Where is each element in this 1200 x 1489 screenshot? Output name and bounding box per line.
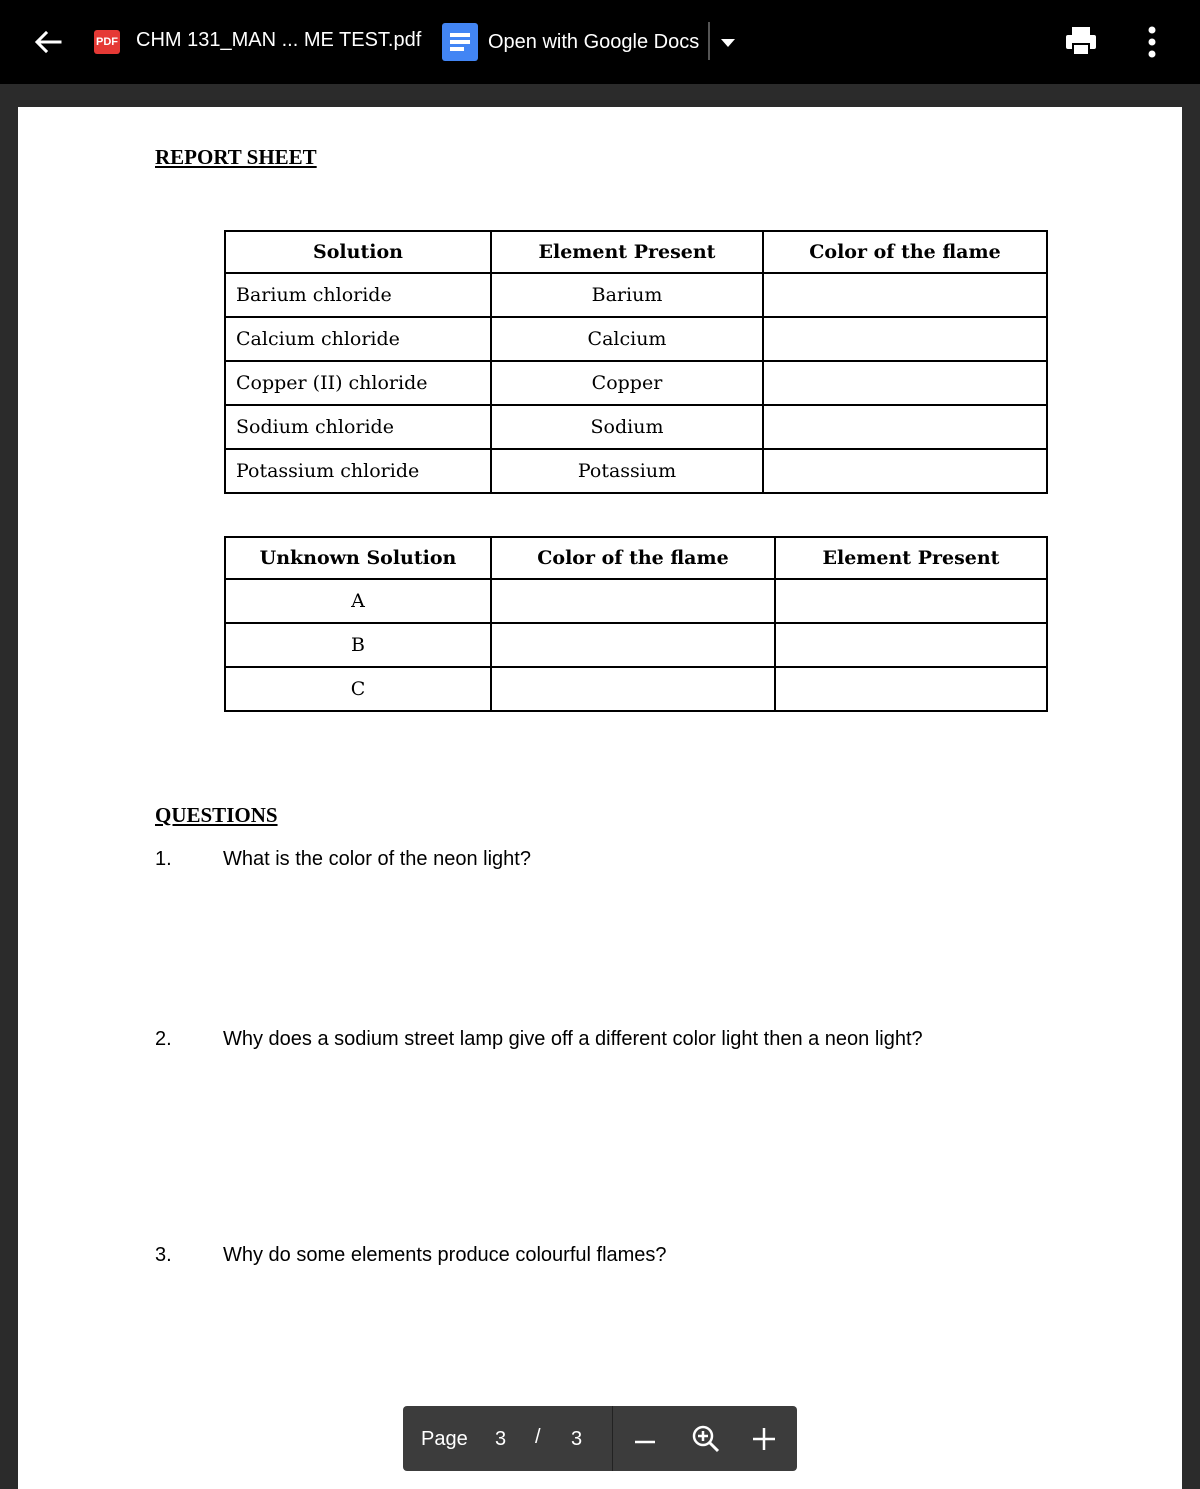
unknown-solutions-table (224, 536, 1048, 712)
file-title: CHM 131_MAN ... ME TEST.pdf (136, 29, 422, 51)
question-number: 2. (155, 1028, 172, 1050)
solution-cell: Barium chloride (225, 273, 491, 317)
table-row (225, 361, 1047, 405)
table-row (225, 667, 1047, 711)
toolbar-divider (708, 22, 710, 60)
open-with-google-docs-button[interactable] (442, 22, 699, 62)
column-header: Unknown Solution (225, 537, 491, 579)
pdf-page (18, 107, 1182, 1489)
element-cell: Calcium (491, 317, 763, 361)
flame-color-cell (491, 579, 775, 623)
column-header: Element Present (775, 537, 1047, 579)
table-row (225, 317, 1047, 361)
flame-color-cell (763, 273, 1047, 317)
flame-color-cell (763, 449, 1047, 493)
page-label: Page (421, 1428, 468, 1450)
zoom-out-icon[interactable] (633, 1428, 657, 1452)
current-page-number[interactable]: 3 (495, 1428, 507, 1450)
solution-cell: Potassium chloride (225, 449, 491, 493)
top-toolbar (0, 0, 1200, 84)
unknown-solution-cell: C (225, 667, 491, 711)
table-row (225, 273, 1047, 317)
known-solutions-table (224, 230, 1048, 494)
flame-color-cell (491, 667, 775, 711)
table-header-row (225, 231, 1047, 273)
chevron-down-icon[interactable] (717, 32, 739, 52)
element-cell: Copper (491, 361, 763, 405)
table-row (225, 405, 1047, 449)
open-with-label: Open with Google Docs (488, 30, 700, 53)
solution-cell: Copper (II) chloride (225, 361, 491, 405)
report-sheet-heading: REPORT SHEET (155, 145, 317, 169)
element-cell: Sodium (491, 405, 763, 449)
unknown-solution-cell: B (225, 623, 491, 667)
more-vert-icon[interactable] (1142, 24, 1162, 60)
table-row (225, 623, 1047, 667)
total-pages: 3 (571, 1428, 583, 1450)
google-docs-icon (442, 23, 478, 61)
flame-color-cell (763, 361, 1047, 405)
question-text: What is the color of the neon light? (223, 848, 531, 870)
page-navigation-bar (403, 1406, 797, 1471)
help-icon[interactable] (33, 1424, 67, 1458)
flame-color-cell (763, 405, 1047, 449)
flame-color-cell (491, 623, 775, 667)
unknown-solution-cell: A (225, 579, 491, 623)
element-cell (775, 623, 1047, 667)
page-separator: / (535, 1426, 541, 1448)
question-text: Why do some elements produce colourful flames? (223, 1244, 667, 1266)
zoom-in-icon[interactable] (751, 1426, 777, 1452)
column-header: Color of the flame (491, 537, 775, 579)
element-cell: Potassium (491, 449, 763, 493)
question-text: Why does a sodium street lamp give off a different color light then a neon light? (223, 1028, 923, 1050)
table-header-row (225, 537, 1047, 579)
print-icon[interactable] (1064, 24, 1098, 58)
back-arrow-icon[interactable] (32, 26, 64, 58)
element-cell: Barium (491, 273, 763, 317)
questions-heading: QUESTIONS (155, 803, 278, 827)
table-row (225, 579, 1047, 623)
question-number: 3. (155, 1244, 172, 1266)
question-number: 1. (155, 848, 172, 870)
zoom-icon[interactable] (691, 1424, 721, 1454)
pdf-icon: PDF (94, 30, 120, 54)
element-cell (775, 579, 1047, 623)
element-cell (775, 667, 1047, 711)
flame-color-cell (763, 317, 1047, 361)
column-header: Element Present (491, 231, 763, 273)
pager-divider (612, 1406, 613, 1471)
table-row (225, 449, 1047, 493)
solution-cell: Calcium chloride (225, 317, 491, 361)
column-header: Color of the flame (763, 231, 1047, 273)
column-header: Solution (225, 231, 491, 273)
solution-cell: Sodium chloride (225, 405, 491, 449)
